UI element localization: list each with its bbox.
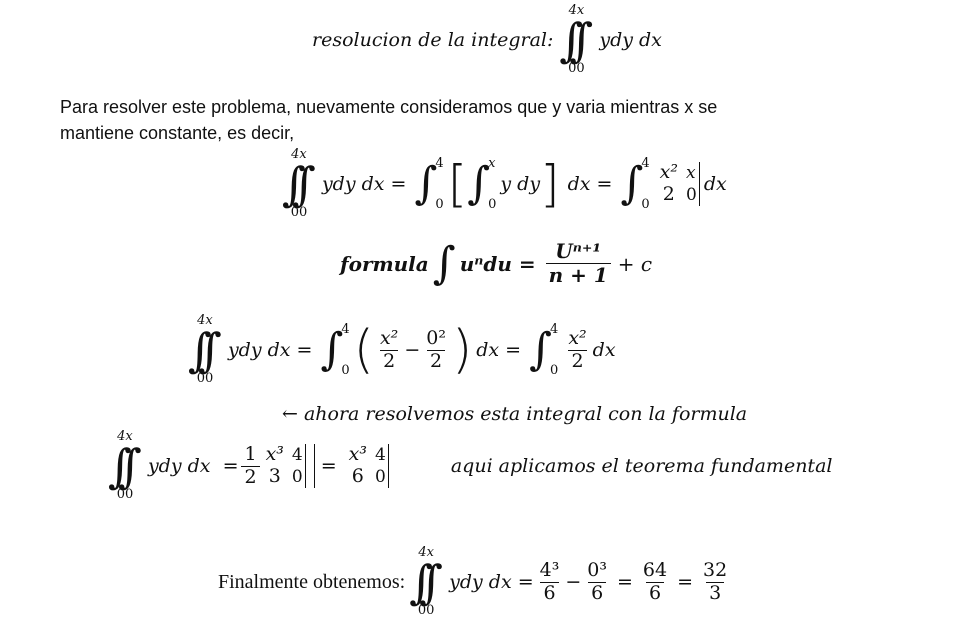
formula-label: formula: [340, 251, 429, 276]
eq1-tail: dx: [703, 173, 727, 195]
title-equation: [312, 4, 662, 76]
intro-line-2: mantiene constante, es decir,: [60, 123, 295, 143]
denominator: 2: [427, 350, 445, 373]
title-integrand: ydy dx: [599, 29, 662, 51]
equals-sign: =: [677, 571, 694, 593]
eq1-lhs: ydy dx =: [321, 173, 407, 195]
equation-3: [108, 430, 832, 502]
integral-sign: ∫: [432, 237, 456, 289]
numerator: 32: [703, 558, 728, 581]
integral-sign: ∫ 4 0: [414, 156, 444, 212]
fraction: [546, 240, 611, 287]
lower-limit: 00: [417, 603, 435, 618]
minus-sign: −: [404, 339, 421, 361]
eval-upper: x: [686, 163, 696, 183]
final-expression: [409, 546, 733, 618]
fraction: [537, 560, 563, 605]
denominator: 6: [588, 582, 606, 605]
upper-limit: 4: [435, 156, 444, 171]
final-label: Finalmente obtenemos:: [218, 570, 406, 593]
numerator: x³: [348, 443, 368, 466]
lower-limit: 00: [290, 205, 308, 220]
formula-integrand: uⁿdu =: [459, 251, 536, 276]
intro-line-1: Para resolver este problema, nuevamente consideramos que y varia mientras x se: [60, 97, 718, 117]
intro-text: [60, 94, 717, 146]
upper-limit: 4x: [568, 3, 585, 18]
eval-lower: 0: [686, 185, 697, 205]
eval-lower: 0: [375, 467, 386, 487]
double-integral-sign: 4x ∫∫ 00: [108, 429, 134, 502]
formula-tail: + c: [617, 251, 653, 276]
numerator: Uⁿ⁺¹: [555, 239, 602, 263]
double-integral-sign: 4x ∫∫ 00: [559, 3, 585, 76]
denominator: 2: [241, 466, 259, 489]
fraction: [657, 162, 681, 206]
numerator: 0²: [426, 326, 446, 349]
fraction: [241, 444, 259, 489]
lower-limit: 00: [196, 371, 214, 386]
denominator: 6: [646, 582, 664, 605]
evaluation-bar: [686, 162, 700, 206]
lower-limit: 00: [116, 487, 134, 502]
numerator: x²: [659, 161, 678, 184]
denominator: 2: [568, 350, 586, 373]
upper-limit: 4: [550, 322, 559, 337]
eq4-lhs: ydy dx =: [449, 571, 534, 593]
numerator: 0³: [587, 558, 607, 581]
upper-limit: 4x: [197, 313, 213, 328]
integral-sign: ∫ 4 0: [620, 156, 650, 212]
inner-integrand: y dy: [500, 173, 541, 195]
evaluation-bar: [292, 444, 306, 488]
upper-limit: 4: [341, 322, 350, 337]
double-integral-sign: 4x ∫∫ 00: [409, 545, 435, 618]
denominator: 6: [540, 582, 558, 605]
title-label: resolucion de la integral:: [312, 29, 554, 51]
equation-4: [218, 546, 733, 618]
denominator: 2: [662, 183, 675, 205]
eval-lower: 0: [291, 467, 303, 487]
lower-limit: 0: [435, 197, 444, 212]
fraction: [377, 328, 401, 373]
eq3-comment: aqui aplicamos el teorema fundamental: [450, 455, 833, 477]
fraction: [346, 444, 370, 488]
denominator: 6: [351, 465, 364, 487]
numerator: 1: [244, 442, 257, 465]
denominator: 3: [706, 582, 724, 605]
note-text: ← ahora resolvemos esta integral con la formula: [282, 403, 748, 425]
denominator: 2: [380, 350, 398, 373]
upper-limit: 4x: [418, 545, 434, 560]
fraction: [565, 328, 589, 373]
eq1-mid: dx =: [567, 173, 613, 195]
evaluation-bar: [375, 444, 389, 488]
lower-limit: 0: [488, 197, 497, 212]
fraction: [423, 328, 449, 373]
eq3-lhs: ydy dx =: [147, 455, 239, 477]
integral-sign: ∫ 4 0: [320, 322, 350, 378]
lower-limit: 0: [341, 363, 350, 378]
upper-limit: 4: [641, 156, 650, 171]
equals-sign: =: [314, 444, 337, 488]
fraction: [640, 560, 670, 605]
lower-limit: 0: [641, 197, 650, 212]
upper-limit: 4x: [117, 429, 133, 444]
equation-1: 4x ∫∫ 00 ydy dx = ∫ 4 0 [ ∫ x 0 y dy ] dx = ∫ 4 0 x² 2 x 0 dx: [282, 147, 727, 220]
numerator: x²: [379, 326, 399, 349]
equation-2: 4x ∫∫ 00 ydy dx = ∫ 4 0 ( $\frac{\text{x²}}{2}$ − $\frac{\text{0²}}{2}$ ) dx = ∫ 4 0 $\frac{\text{x²}}{2}$ dx: [188, 313, 616, 386]
upper-limit: x: [488, 156, 496, 171]
numerator: x³: [265, 443, 284, 466]
minus-sign: −: [565, 571, 582, 593]
lower-limit: 00: [568, 61, 585, 76]
denominator: n + 1: [546, 263, 611, 287]
eq2-lhs: ydy dx =: [227, 339, 313, 361]
numerator: 4³: [539, 558, 560, 581]
fraction: [700, 560, 730, 605]
eq2-tail: dx: [592, 339, 616, 361]
double-integral-sign: 4x ∫∫ 00: [282, 147, 308, 220]
formula-equation: [340, 237, 653, 289]
fraction: [263, 444, 287, 488]
equals-sign: =: [617, 571, 633, 593]
eval-upper: 4: [375, 445, 386, 465]
numerator: x²: [568, 326, 587, 349]
numerator: 64: [642, 558, 668, 581]
denominator: 3: [268, 465, 281, 487]
upper-limit: 4x: [291, 147, 307, 162]
integral-sign: ∫ 4 0: [529, 322, 559, 378]
eval-upper: 4: [291, 445, 303, 465]
inner-integral-sign: ∫ x 0: [467, 156, 497, 212]
eq2-mid: dx =: [476, 339, 522, 361]
double-integral-sign: 4x ∫∫ 00: [188, 313, 214, 386]
fraction: [584, 560, 610, 605]
lower-limit: 0: [550, 363, 559, 378]
